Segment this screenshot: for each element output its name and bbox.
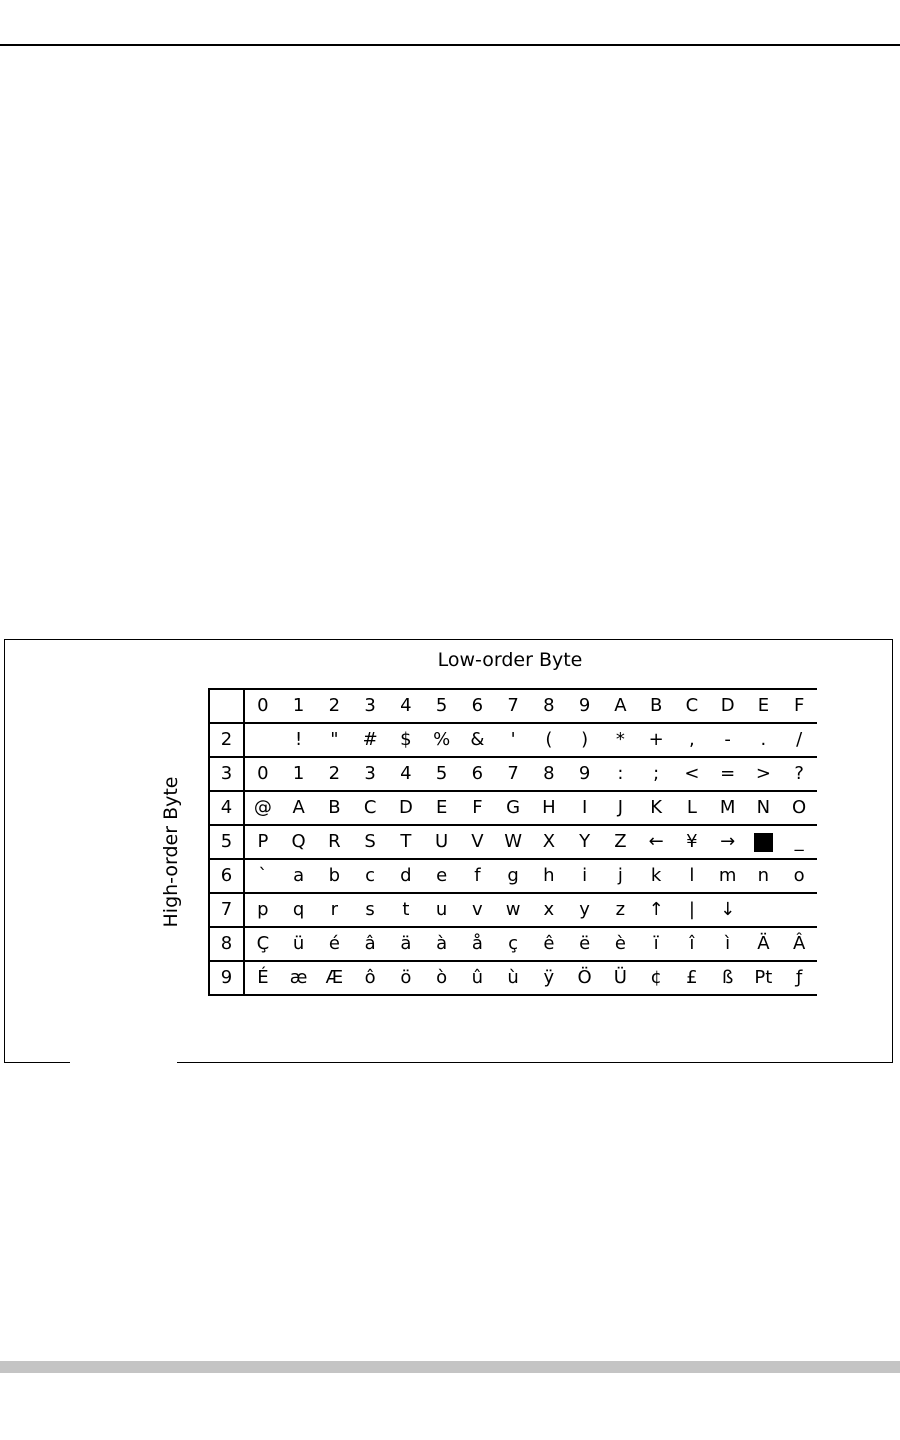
glyph-cell: ¥ [674, 825, 710, 859]
glyph-cell: æ [281, 961, 317, 995]
glyph-cell: ê [531, 927, 567, 961]
header-rule [0, 44, 900, 46]
glyph-cell: # [352, 723, 388, 757]
column-header: 5 [424, 689, 460, 723]
glyph-cell: Pt [746, 961, 782, 995]
glyph-cell: W [495, 825, 531, 859]
column-header: 0 [244, 689, 281, 723]
glyph-cell: Ç [244, 927, 281, 961]
glyph-cell: ù [495, 961, 531, 995]
glyph-cell: 3 [352, 757, 388, 791]
glyph-cell: N [746, 791, 782, 825]
glyph-cell: J [603, 791, 639, 825]
glyph-cell: t [388, 893, 424, 927]
frame-gap [70, 1061, 177, 1066]
glyph-cell: û [460, 961, 496, 995]
glyph-cell: ↓ [710, 893, 746, 927]
glyph-cell: G [495, 791, 531, 825]
glyph-cell: ò [424, 961, 460, 995]
glyph-cell: 7 [495, 757, 531, 791]
glyph-cell: ï [638, 927, 674, 961]
glyph-cell: é [317, 927, 353, 961]
glyph-cell: m [710, 859, 746, 893]
glyph-cell: z [603, 893, 639, 927]
glyph-cell: _ [781, 825, 817, 859]
row-header: 3 [209, 757, 244, 791]
glyph-cell: > [746, 757, 782, 791]
glyph-cell: @ [244, 791, 281, 825]
glyph-cell: Ö [567, 961, 603, 995]
glyph-cell: v [460, 893, 496, 927]
column-header: C [674, 689, 710, 723]
glyph-cell: É [244, 961, 281, 995]
row-header: 5 [209, 825, 244, 859]
glyph-cell: * [603, 723, 639, 757]
table-row [209, 757, 817, 791]
row-header: 8 [209, 927, 244, 961]
glyph-cell: Æ [317, 961, 353, 995]
column-header: 4 [388, 689, 424, 723]
table-row [209, 723, 817, 757]
glyph-cell: P [244, 825, 281, 859]
glyph-cell: à [424, 927, 460, 961]
glyph-cell: å [460, 927, 496, 961]
glyph-cell: î [674, 927, 710, 961]
column-header: A [603, 689, 639, 723]
table-row [209, 791, 817, 825]
glyph-cell: ! [281, 723, 317, 757]
glyph-cell: ; [638, 757, 674, 791]
glyph-cell: F [460, 791, 496, 825]
glyph-cell: 9 [567, 757, 603, 791]
glyph-cell: ì [710, 927, 746, 961]
glyph-cell: . [746, 723, 782, 757]
glyph-cell: : [603, 757, 639, 791]
glyph-cell: r [317, 893, 353, 927]
column-header: D [710, 689, 746, 723]
glyph-cell: a [281, 859, 317, 893]
glyph-cell: & [460, 723, 496, 757]
glyph-cell: o [781, 859, 817, 893]
column-header-row [209, 689, 817, 723]
glyph-cell: / [781, 723, 817, 757]
column-header: F [781, 689, 817, 723]
glyph-cell: - [710, 723, 746, 757]
column-header: 1 [281, 689, 317, 723]
glyph-cell: g [495, 859, 531, 893]
glyph-cell: ü [281, 927, 317, 961]
block-glyph-cell [746, 825, 782, 859]
glyph-cell: ← [638, 825, 674, 859]
glyph-cell: ß [710, 961, 746, 995]
glyph-cell: ÿ [531, 961, 567, 995]
glyph-cell: ƒ [781, 961, 817, 995]
glyph-cell: R [317, 825, 353, 859]
glyph-cell: ô [352, 961, 388, 995]
glyph-cell: A [281, 791, 317, 825]
glyph-cell: → [710, 825, 746, 859]
column-header: E [746, 689, 782, 723]
row-header: 4 [209, 791, 244, 825]
glyph-cell: 6 [460, 757, 496, 791]
glyph-cell: < [674, 757, 710, 791]
glyph-cell: ç [495, 927, 531, 961]
glyph-cell: Â [781, 927, 817, 961]
column-header: B [638, 689, 674, 723]
glyph-cell [244, 723, 281, 757]
character-set-table [208, 688, 817, 996]
column-header: 3 [352, 689, 388, 723]
glyph-cell: 4 [388, 757, 424, 791]
glyph-cell: ö [388, 961, 424, 995]
glyph-cell: ` [244, 859, 281, 893]
table-row [209, 927, 817, 961]
glyph-cell: e [424, 859, 460, 893]
glyph-cell: y [567, 893, 603, 927]
glyph-cell: f [460, 859, 496, 893]
glyph-cell: C [352, 791, 388, 825]
glyph-cell: L [674, 791, 710, 825]
glyph-cell: i [567, 859, 603, 893]
glyph-cell: 5 [424, 757, 460, 791]
table-row [209, 893, 817, 927]
glyph-cell: Ä [746, 927, 782, 961]
glyph-cell [746, 893, 782, 927]
glyph-cell: Y [567, 825, 603, 859]
glyph-cell: T [388, 825, 424, 859]
row-header: 2 [209, 723, 244, 757]
glyph-cell: d [388, 859, 424, 893]
glyph-cell: ë [567, 927, 603, 961]
glyph-cell: O [781, 791, 817, 825]
glyph-cell: E [424, 791, 460, 825]
glyph-cell: ä [388, 927, 424, 961]
glyph-cell: 0 [244, 757, 281, 791]
glyph-cell: l [674, 859, 710, 893]
glyph-cell: V [460, 825, 496, 859]
table-row [209, 961, 817, 995]
glyph-cell: Ü [603, 961, 639, 995]
glyph-cell: w [495, 893, 531, 927]
column-header: 2 [317, 689, 353, 723]
glyph-cell: ? [781, 757, 817, 791]
glyph-cell [781, 893, 817, 927]
column-header: 8 [531, 689, 567, 723]
footer-bar [0, 1361, 900, 1373]
low-order-byte-label: Low-order Byte [437, 649, 583, 671]
glyph-cell: ↑ [638, 893, 674, 927]
glyph-cell: = [710, 757, 746, 791]
glyph-cell: â [352, 927, 388, 961]
column-header: 6 [460, 689, 496, 723]
glyph-cell: , [674, 723, 710, 757]
solid-block-icon [754, 833, 773, 852]
glyph-cell: U [424, 825, 460, 859]
glyph-cell: ' [495, 723, 531, 757]
glyph-cell: n [746, 859, 782, 893]
glyph-cell: " [317, 723, 353, 757]
glyph-cell: j [603, 859, 639, 893]
glyph-cell: K [638, 791, 674, 825]
glyph-cell: b [317, 859, 353, 893]
glyph-cell: ( [531, 723, 567, 757]
glyph-cell: S [352, 825, 388, 859]
glyph-cell: D [388, 791, 424, 825]
glyph-cell: + [638, 723, 674, 757]
glyph-cell: ¢ [638, 961, 674, 995]
glyph-cell: Q [281, 825, 317, 859]
table-row [209, 859, 817, 893]
glyph-cell: M [710, 791, 746, 825]
glyph-cell: B [317, 791, 353, 825]
glyph-cell: Z [603, 825, 639, 859]
table-row [209, 825, 817, 859]
glyph-cell: £ [674, 961, 710, 995]
glyph-cell: k [638, 859, 674, 893]
row-header: 9 [209, 961, 244, 995]
high-order-byte-label: High-order Byte [160, 776, 182, 928]
glyph-cell: q [281, 893, 317, 927]
glyph-cell: I [567, 791, 603, 825]
corner-cell [209, 689, 244, 723]
glyph-cell: 8 [531, 757, 567, 791]
glyph-cell: c [352, 859, 388, 893]
glyph-cell: H [531, 791, 567, 825]
glyph-cell: $ [388, 723, 424, 757]
row-header: 6 [209, 859, 244, 893]
glyph-cell: X [531, 825, 567, 859]
glyph-cell: h [531, 859, 567, 893]
glyph-cell: u [424, 893, 460, 927]
glyph-cell: % [424, 723, 460, 757]
row-header: 7 [209, 893, 244, 927]
glyph-cell: ) [567, 723, 603, 757]
glyph-cell: 2 [317, 757, 353, 791]
glyph-cell: x [531, 893, 567, 927]
column-header: 7 [495, 689, 531, 723]
column-header: 9 [567, 689, 603, 723]
glyph-cell: | [674, 893, 710, 927]
glyph-cell: s [352, 893, 388, 927]
glyph-cell: 1 [281, 757, 317, 791]
glyph-cell: p [244, 893, 281, 927]
glyph-cell: è [603, 927, 639, 961]
